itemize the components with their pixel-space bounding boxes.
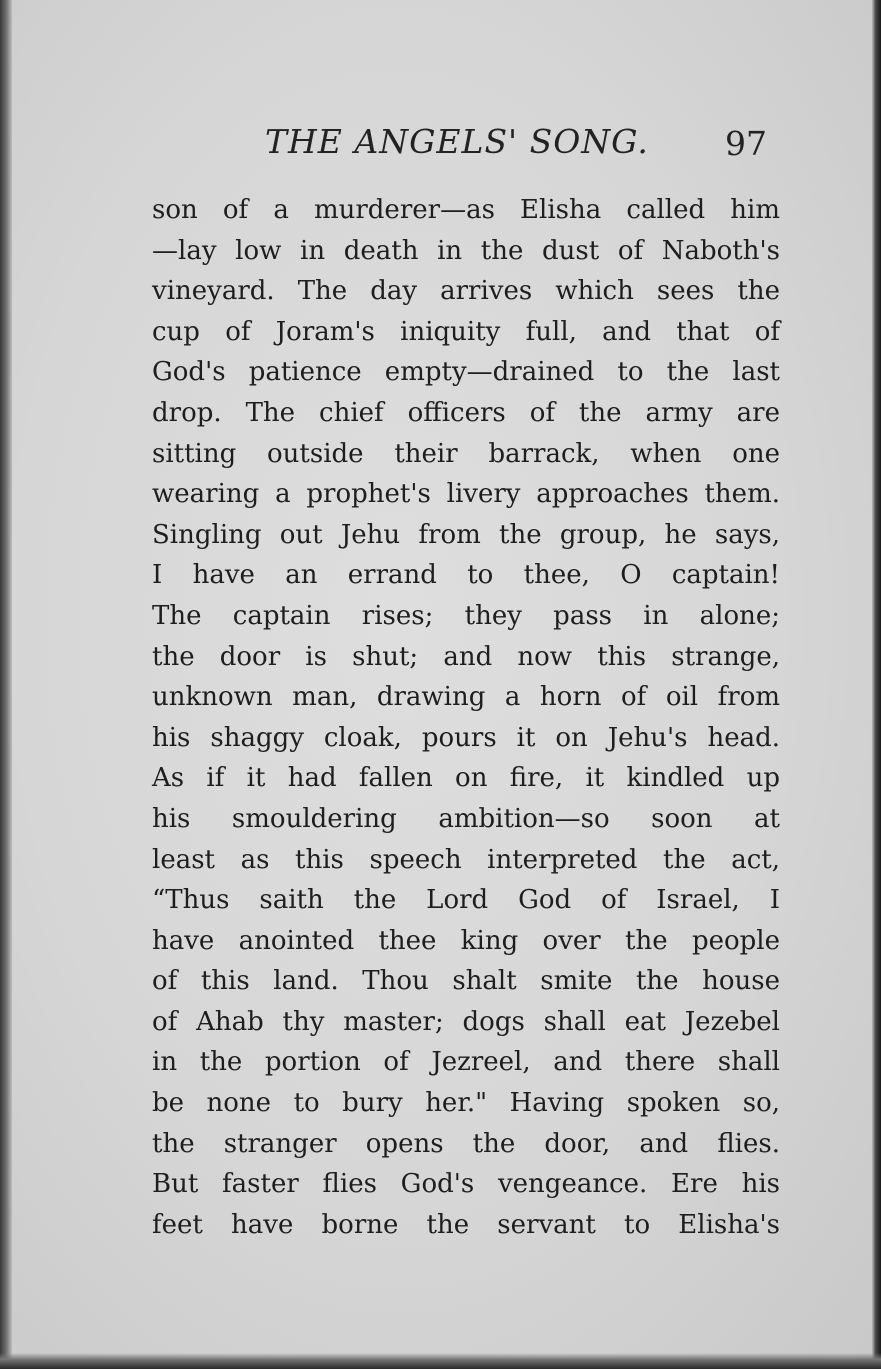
page-right-edge-shadow: [872, 0, 881, 1369]
text-line: unknown man, drawing a horn of oil from: [152, 682, 780, 713]
page-left-edge-shadow: [0, 0, 12, 1369]
text-line: the door is shut; and now this strange,: [152, 641, 780, 672]
text-line: have anointed thee king over the people: [152, 925, 780, 956]
page-header: [150, 122, 775, 172]
page-bottom-edge-shadow: [0, 1353, 881, 1369]
text-line: “Thus saith the Lord God of Israel, I: [152, 885, 780, 916]
text-line: his shaggy cloak, pours it on Jehu's head.: [152, 722, 780, 753]
text-line: least as this speech interpreted the act,: [152, 844, 780, 875]
text-line: wearing a prophet's livery approaches them.: [152, 479, 780, 510]
text-line: of this land. Thou shalt smite the house: [152, 966, 780, 997]
text-line: the stranger opens the door, and flies.: [152, 1128, 780, 1159]
text-line: drop. The chief officers of the army are: [152, 397, 780, 428]
body-text: [152, 190, 780, 1245]
text-line: son of a murderer—as Elisha called him: [152, 195, 780, 225]
text-line: feet have borne the servant to Elisha's: [152, 1209, 780, 1240]
text-line: God's patience empty—drained to the last: [152, 357, 780, 388]
text-line: I have an errand to thee, O captain!: [152, 560, 780, 591]
text-line: Singling out Jehu from the group, he says,: [152, 519, 780, 550]
text-line: sitting outside their barrack, when one: [152, 438, 780, 469]
text-line: of Ahab thy master; dogs shall eat Jezebel: [152, 1006, 780, 1037]
text-line: cup of Joram's iniquity full, and that of: [152, 316, 780, 347]
text-line: The captain rises; they pass in alone;: [152, 600, 780, 631]
running-title: THE ANGELS' SONG.: [265, 122, 649, 161]
text-line: in the portion of Jezreel, and there shall: [152, 1047, 780, 1078]
text-line: be none to bury her." Having spoken so,: [152, 1088, 780, 1119]
text-line: his smouldering ambition—so soon at: [152, 803, 780, 834]
page-number: 97: [725, 124, 767, 163]
text-line: —lay low in death in the dust of Naboth's: [152, 235, 780, 266]
text-line: As if it had fallen on fire, it kindled up: [152, 763, 780, 794]
text-line: But faster flies God's vengeance. Ere his: [152, 1169, 780, 1200]
text-line: vineyard. The day arrives which sees the: [152, 276, 780, 307]
